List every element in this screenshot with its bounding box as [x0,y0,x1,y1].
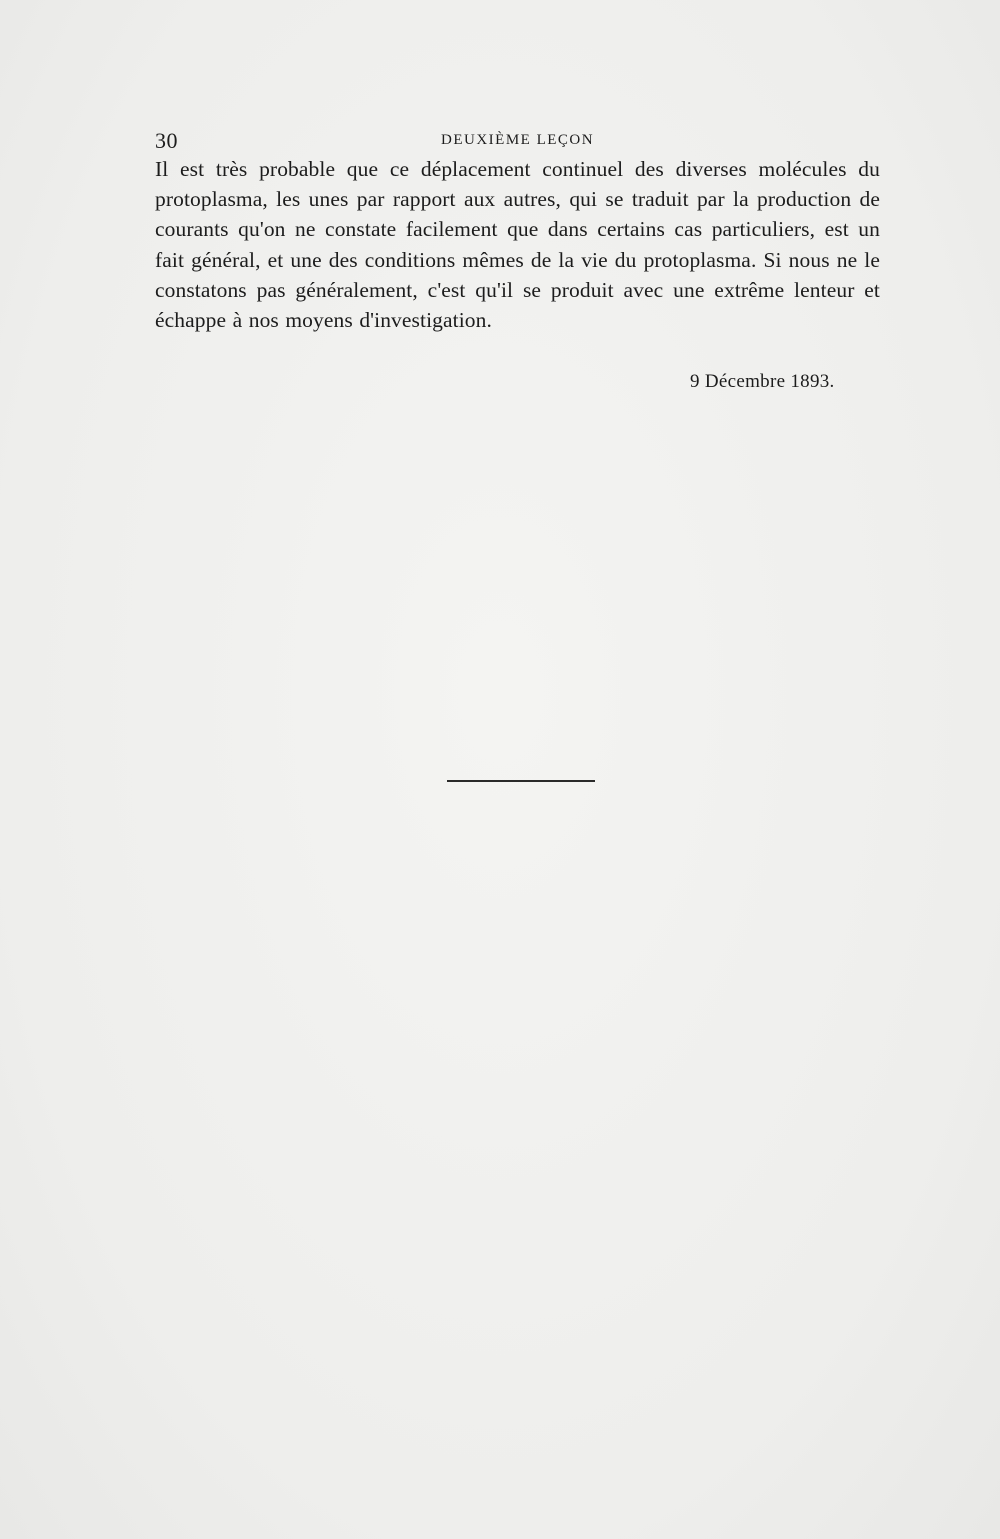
closing-date: 9 Décembre 1893. [690,371,835,392]
page-number: 30 [155,128,178,153]
body-paragraph: Il est très probable que ce déplacement continuel des diverses molécules du protoplasma, les unes par rapport aux autres, qui se traduit par la production de courants qu'on ne constate facilement que dans certains cas particuliers, est un fait général, et une des conditions mêmes de la vie du protoplasma. Si nous ne le constatons pas généralement, c'est qu'il se produit avec une extrême lenteur et échappe à nos moyens d'investigation. [155,157,880,333]
page-header [155,124,880,158]
running-head: DEUXIÈME LEÇON [441,132,595,148]
section-divider [447,780,595,782]
